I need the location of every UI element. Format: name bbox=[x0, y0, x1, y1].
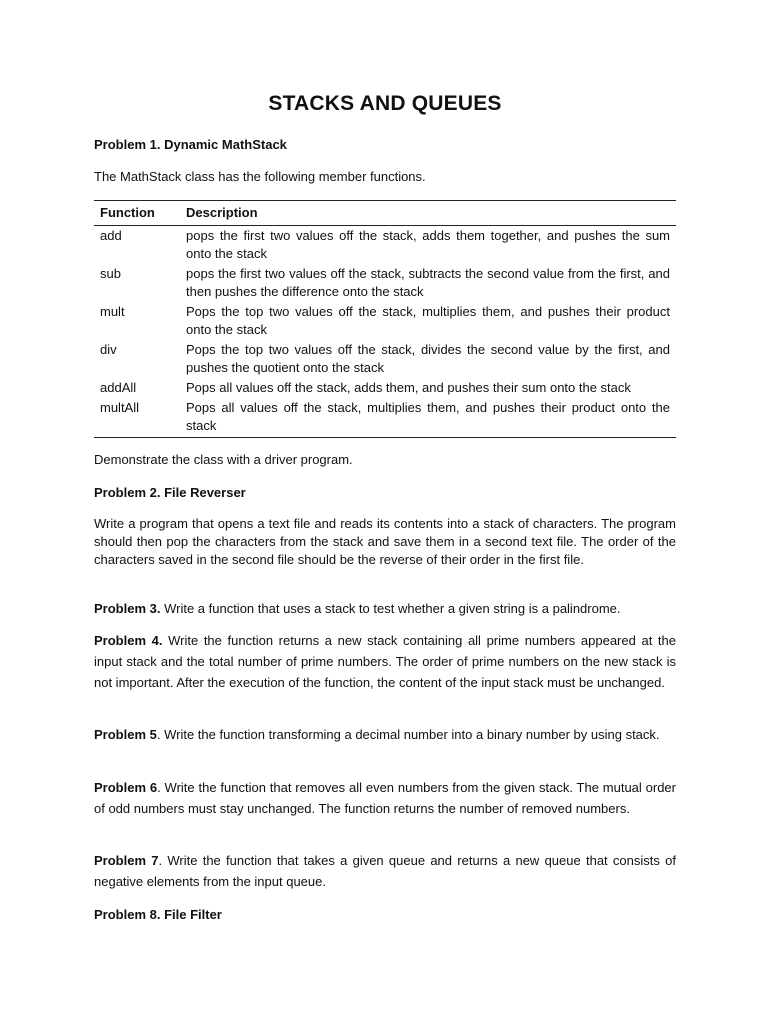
function-description: Pops all values off the stack, multiplies them, and pushes their product onto the stack bbox=[186, 400, 670, 433]
problem-1-heading: Problem 1. Dynamic MathStack bbox=[94, 137, 287, 152]
function-description: pops the first two values off the stack, adds them together, and pushes the sum onto the stack bbox=[186, 228, 670, 261]
problem-4 bbox=[94, 630, 676, 693]
function-name: addAll bbox=[100, 380, 137, 395]
header-description: Description bbox=[180, 201, 676, 226]
table-row bbox=[94, 226, 676, 266]
table-row bbox=[94, 341, 676, 379]
function-name: add bbox=[100, 228, 122, 243]
problem-8-heading: Problem 8. File Filter bbox=[94, 907, 222, 922]
problem-2-heading: Problem 2. File Reverser bbox=[94, 485, 246, 500]
header-function: Function bbox=[94, 201, 180, 226]
problem-5 bbox=[94, 724, 676, 745]
problem-6-label: Problem 6 bbox=[94, 780, 158, 795]
problem-6 bbox=[94, 777, 676, 819]
function-description: Pops the top two values off the stack, divides the second value by the first, and pushes the quotient onto the stack bbox=[186, 342, 670, 375]
table-header-row bbox=[94, 201, 676, 226]
function-name: multAll bbox=[100, 400, 140, 415]
function-description: pops the first two values off the stack, subtracts the second value from the first, and then pushes the difference onto the stack bbox=[186, 266, 670, 299]
table-row bbox=[94, 399, 676, 438]
problem-6-text: . Write the function that removes all even numbers from the given stack. The mutual order of odd numbers must stay unchanged. The function returns the number of removed numbers. bbox=[94, 780, 676, 816]
problem-7-text: . Write the function that takes a given queue and returns a new queue that consists of negative elements from the input queue. bbox=[94, 853, 676, 889]
page-title: STACKS AND QUEUES bbox=[268, 92, 502, 115]
function-description: Pops all values off the stack, adds them, and pushes their sum onto the stack bbox=[186, 380, 631, 395]
problem-5-text: . Write the function transforming a decimal number into a binary number by using stack. bbox=[156, 727, 660, 742]
problem-7-label: Problem 7 bbox=[94, 853, 159, 868]
problem-3-label: Problem 3. bbox=[94, 601, 161, 616]
problem-4-label: Problem 4. bbox=[94, 633, 163, 648]
function-description: Pops the top two values off the stack, multiplies them, and pushes their product onto the stack bbox=[186, 304, 670, 337]
table-row bbox=[94, 303, 676, 341]
problem-1-intro: The MathStack class has the following member functions. bbox=[94, 169, 426, 184]
problem-3 bbox=[94, 600, 676, 618]
problem-3-text: Write a function that uses a stack to test whether a given string is a palindrome. bbox=[160, 601, 621, 616]
problem-7 bbox=[94, 850, 676, 892]
function-name: mult bbox=[100, 304, 125, 319]
problem-1-outro: Demonstrate the class with a driver program. bbox=[94, 452, 353, 467]
problem-4-text: Write the function returns a new stack containing all prime numbers appeared at the input stack and the total number of prime numbers. The order of prime numbers on the new stack is not important. After the execution of the function, the content of the input stack must be unchanged. bbox=[94, 633, 676, 690]
table-row bbox=[94, 265, 676, 303]
function-name: sub bbox=[100, 266, 121, 281]
problem-5-label: Problem 5 bbox=[94, 727, 157, 742]
problem-2-text: Write a program that opens a text file and reads its contents into a stack of characters. The program should then pop the characters from the stack and save them in a second text file. The order of the characters saved in the second file should be the reverse of their order in the first file. bbox=[94, 516, 676, 567]
function-name: div bbox=[100, 342, 117, 357]
table-row bbox=[94, 379, 676, 399]
member-functions-table bbox=[94, 200, 676, 438]
